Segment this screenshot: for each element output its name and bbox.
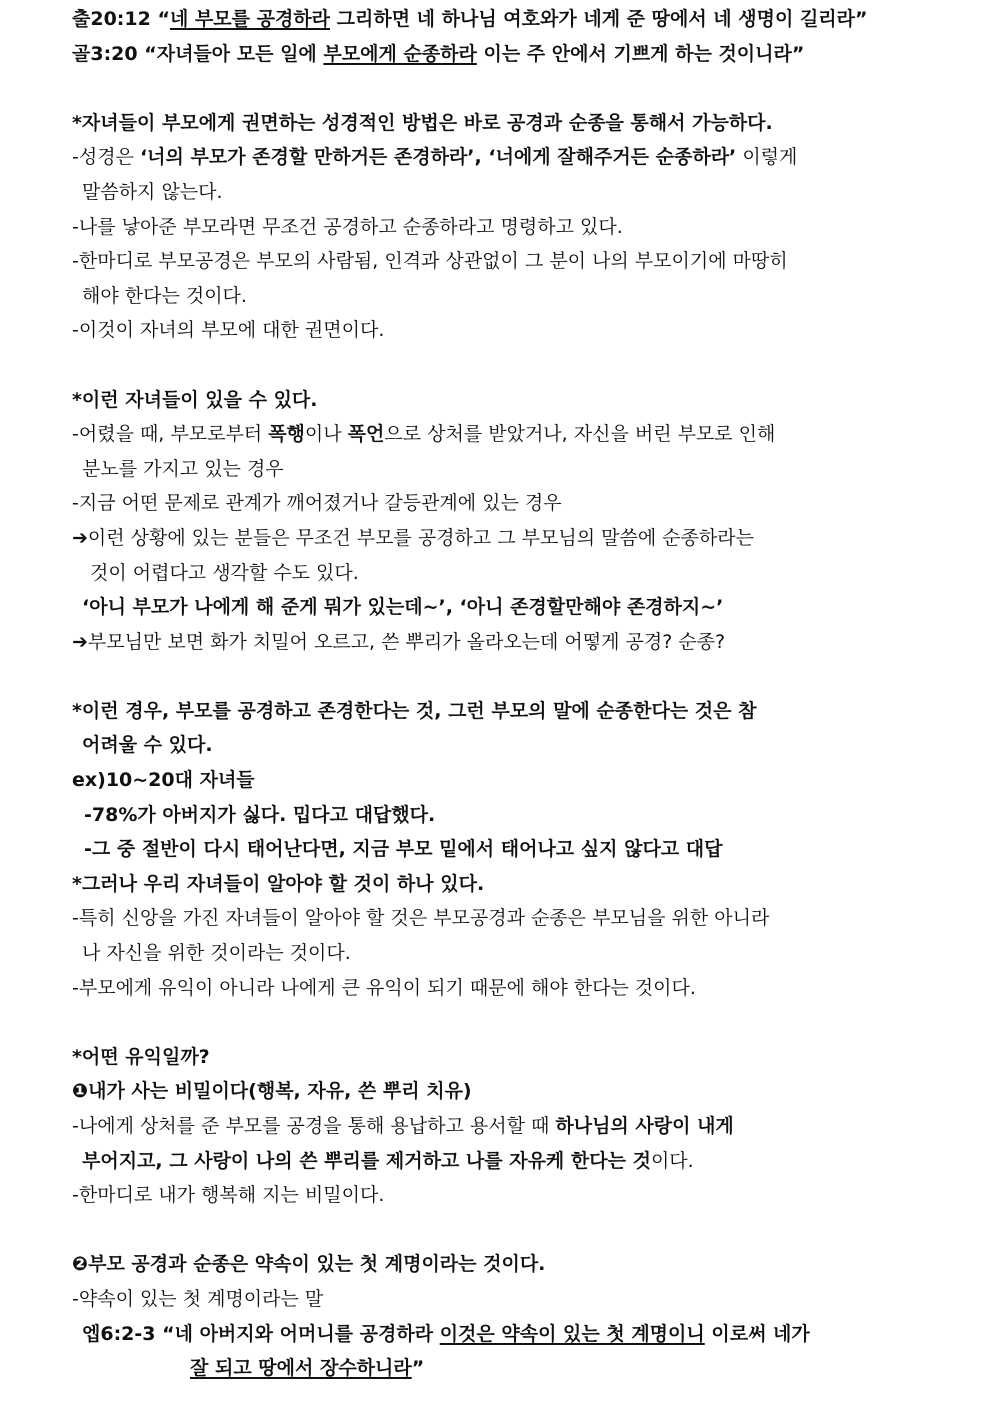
text: (행복, 자유, 쓴 뿌리 치유) [248, 1080, 472, 1103]
scripture-colossians [72, 37, 924, 72]
paragraph-line: -특히 신앙을 가진 자녀들이 알아야 할 것은 부모공경과 순종은 부모님을 위한 아니라 [72, 907, 770, 930]
paragraph-line: -지금 어떤 문제로 관계가 깨어졌거나 갈등관계에 있는 경우 [72, 492, 562, 515]
section-heading: *이런 경우, 부모를 공경하고 존경한다는 것, 그런 부모의 말에 순종한다는 것은 참 [72, 699, 757, 722]
verse-text: 이는 주 안에서 기쁘게 하는 것이니라” [476, 42, 805, 65]
scripture-ephesians-cont [72, 1351, 924, 1386]
text: 이나 [304, 423, 348, 446]
underlined-phrase: 부모에게 순종하라 [323, 42, 477, 65]
section-heading: *이런 자녀들이 있을 수 있다. [72, 388, 318, 411]
paragraph-line: -한마디로 내가 행복해 지는 비밀이다. [72, 1184, 385, 1207]
emphasis-text: 폭언 [347, 423, 385, 446]
paragraph-line: -이것이 자녀의 부모에 대한 권면이다. [72, 319, 385, 342]
paragraph-line: ➔이런 상황에 있는 분들은 무조건 부모를 공경하고 그 부모님의 말씀에 순종하라는 [72, 526, 754, 549]
scripture-exodus [72, 2, 924, 37]
paragraph-line: 나 자신을 위한 것이라는 것이다. [82, 942, 351, 965]
text: 으로 상처를 받았거나, 자신을 버린 부모로 인해 [384, 423, 776, 446]
underlined-phrase: 네 부모를 공경하라 [169, 8, 331, 30]
paragraph-line: -부모에게 유익이 아니라 나에게 큰 유익이 되기 때문에 해야 한다는 것이다. [72, 976, 696, 999]
emphasis-text: 하나님의 사랑이 내게 [555, 1115, 734, 1137]
section-heading-cont: 어려울 수 있다. [82, 734, 213, 757]
quoted-line: ‘아니 부모가 나에게 해 준게 뭐가 있는데~’, ‘아니 존경할만해야 존경하지~’ [82, 596, 724, 619]
paragraph-line [72, 1144, 924, 1179]
paragraph-line: -나를 낳아준 부모라면 무조건 공경하고 순종하라고 명령하고 있다. [72, 215, 623, 238]
text: -나에게 상처를 준 부모를 공경을 통해 용납하고 용서할 때 [72, 1115, 556, 1137]
paragraph-line: -한마디로 부모공경은 부모의 사람됨, 인격과 상관없이 그 분이 나의 부모이기에 마땅히 [72, 250, 788, 273]
paragraph-line [72, 1109, 924, 1144]
emphasis-text: ‘너의 부모가 존경할 만하거든 존경하라’, ‘너에게 잘해주거든 순종하라’ [139, 146, 737, 169]
text: 이다. [650, 1149, 694, 1172]
paragraph-line: 해야 한다는 것이다. [82, 284, 247, 307]
statistic-line: -그 중 절반이 다시 태어난다면, 지금 부모 밑에서 태어나고 싶지 않다고 대답 [84, 838, 723, 861]
verse-text: 그리하면 네 하나님 여호와가 네게 준 땅에서 네 생명이 길리라” [330, 8, 868, 30]
statistic-line: -78%가 아버지가 싫다. 밉다고 대답했다. [84, 803, 436, 826]
paragraph-line: ➔부모님만 보면 화가 치밀어 오르고, 쓴 뿌리가 올라오는데 어떻게 공경? 순종? [72, 630, 726, 653]
verse-text: “자녀들아 모든 일에 [144, 42, 324, 65]
text: ❶내가 사는 비밀이다 [72, 1080, 249, 1103]
text: -성경은 [72, 146, 140, 169]
section-heading: *자녀들이 부모에게 권면하는 성경적인 방법은 바로 공경과 순종을 통해서 가능하다. [72, 111, 773, 134]
quote-mark: “ [157, 8, 170, 30]
verse-ref: 엡6:2-3 [82, 1322, 163, 1345]
paragraph-line: 분노를 가지고 있는 경우 [82, 457, 284, 480]
underlined-phrase: 이것은 약속이 있는 첫 계명이니 [439, 1322, 705, 1345]
section-heading: *어떤 유익일까? [72, 1045, 210, 1068]
verse-ref: 골3:20 [72, 42, 145, 65]
text: 이렇게 [736, 146, 798, 169]
paragraph-line [72, 417, 924, 452]
scripture-ephesians [72, 1317, 924, 1352]
section-heading: *그러나 우리 자녀들이 알아야 할 것이 하나 있다. [72, 872, 485, 895]
verse-text: 이로써 네가 [704, 1322, 810, 1345]
quote-mark: ” [411, 1357, 425, 1380]
point-heading: ❷부모 공경과 순종은 약속이 있는 첫 계명이라는 것이다. [72, 1253, 546, 1276]
point-heading [72, 1074, 924, 1109]
paragraph-line [72, 140, 924, 175]
paragraph-line: 것이 어렵다고 생각할 수도 있다. [90, 561, 359, 584]
verse-ref: 출20:12 [72, 8, 158, 30]
document-body [72, 0, 924, 1386]
emphasis-text: 부어지고, 그 사랑이 나의 쓴 뿌리를 제거하고 나를 자유케 한다는 것 [82, 1149, 651, 1172]
paragraph-line: -약속이 있는 첫 계명이라는 말 [72, 1287, 324, 1310]
paragraph-line: 말씀하지 않는다. [82, 180, 223, 203]
example-label: ex)10~20대 자녀들 [72, 769, 255, 792]
verse-text: “네 아버지와 어머니를 공경하라 [162, 1322, 440, 1345]
text: -어렸을 때, 부모로부터 [72, 423, 269, 446]
emphasis-text: 폭행 [268, 423, 305, 446]
underlined-phrase: 잘 되고 땅에서 장수하니라 [190, 1357, 412, 1380]
